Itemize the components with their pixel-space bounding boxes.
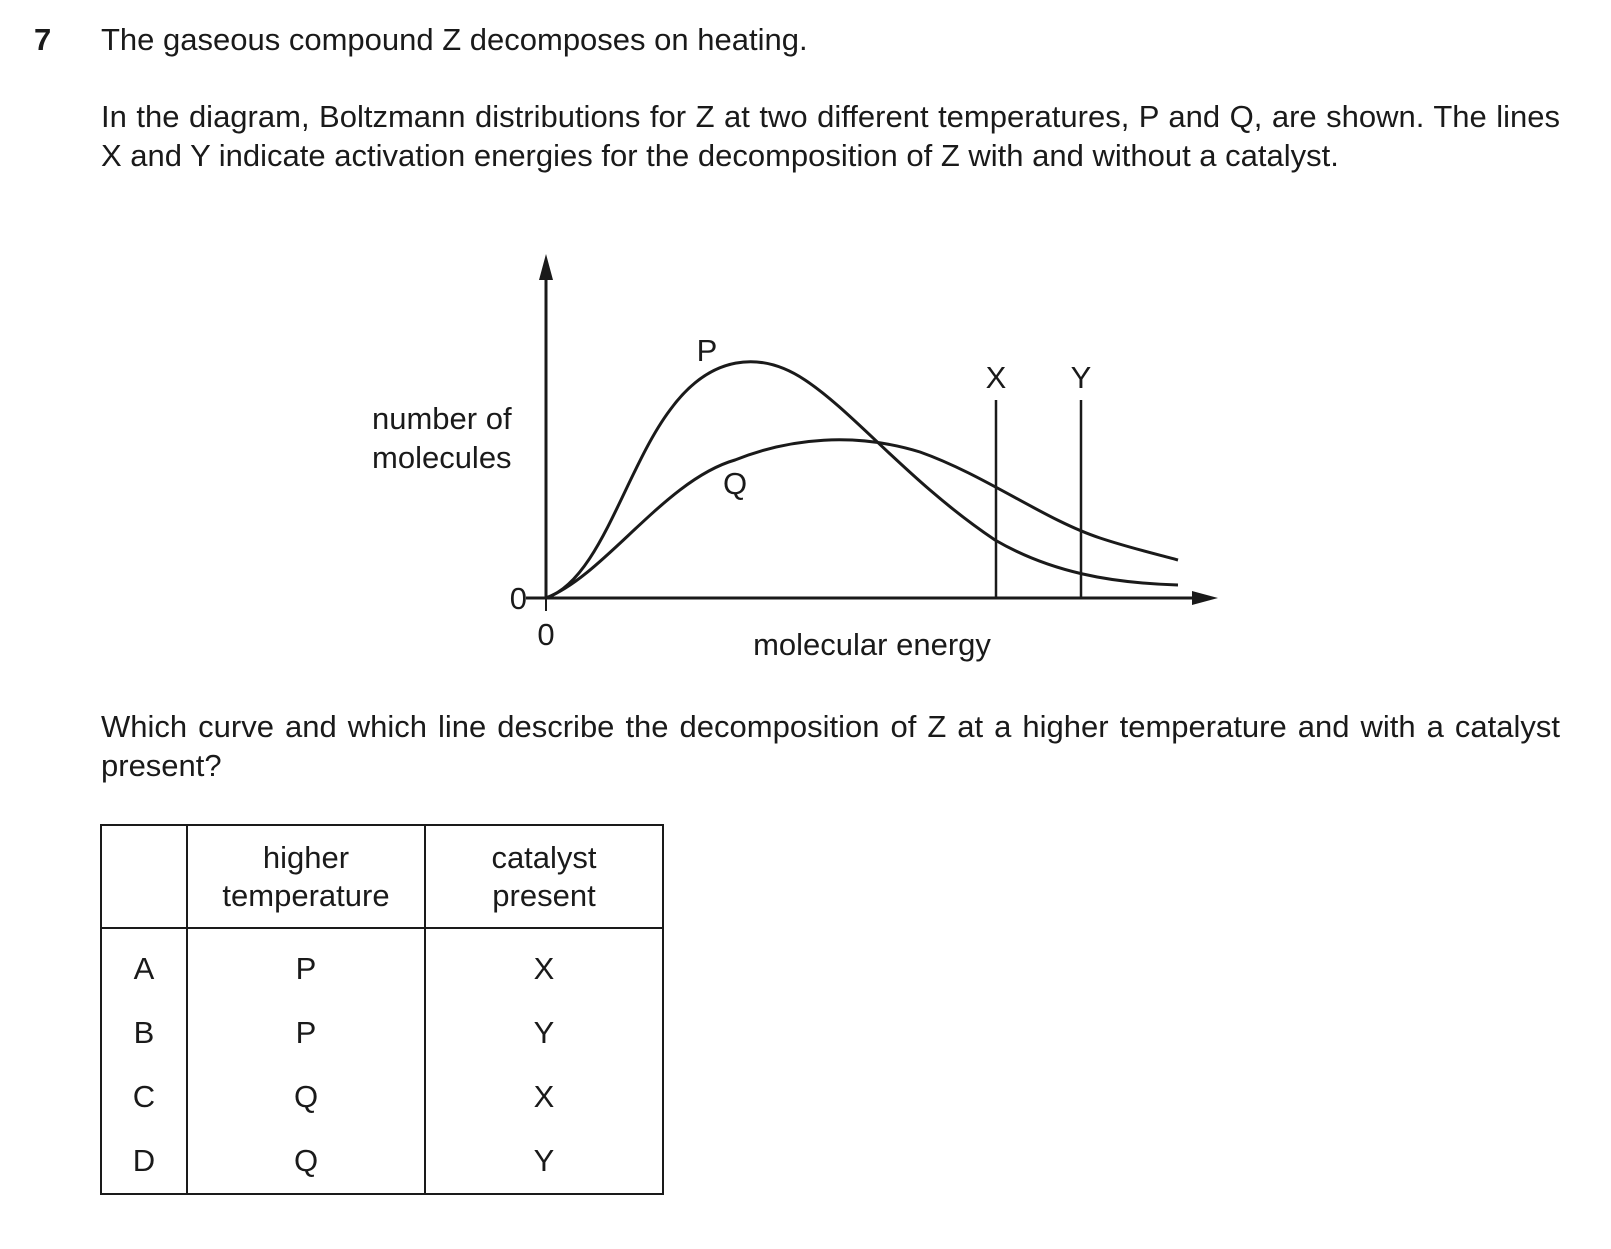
answer-table [100,824,664,1195]
header-temp-line1: higher [262,839,350,875]
x-origin-label: 0 [537,617,555,652]
y-axis-arrowhead [539,254,553,280]
option-row-d[interactable] [101,1129,663,1194]
curve-p-label: P [696,333,718,368]
option-catalyst-line: Y [425,1001,663,1065]
answer-table-header [101,825,663,928]
header-cat-line2: present [492,877,596,913]
option-catalyst-line: Y [425,1129,663,1194]
option-row-a[interactable] [101,928,663,1001]
line-x-label: X [985,360,1007,395]
question-prompt: Which curve and which line describe the decomposition of Z at a higher temperature and with a catalyst present? [101,709,1560,783]
header-catalyst-present [425,825,663,928]
question-number: 7 [34,22,52,57]
header-cat-line1: catalyst [491,839,597,875]
question-description: In the diagram, Boltzmann distributions for Z at two different temperatures, P and Q, are shown. The lines X and Y indicate activation energies for the decomposition of Z with and without a catalyst. [101,99,1560,173]
option-temperature-curve: Q [187,1129,425,1194]
option-temperature-curve: P [187,1001,425,1065]
option-catalyst-line: X [425,928,663,1001]
x-axis-label: molecular energy [753,627,991,662]
curve-q-label: Q [722,466,748,501]
header-temp-line2: temperature [222,877,390,913]
option-letter: C [101,1065,187,1129]
option-letter: B [101,1001,187,1065]
header-higher-temperature [187,825,425,928]
option-temperature-curve: P [187,928,425,1001]
option-row-b[interactable] [101,1001,663,1065]
line-y-label: Y [1070,360,1092,395]
option-letter: D [101,1129,187,1194]
y-axis-label-line2: molecules [372,440,512,475]
option-catalyst-line: X [425,1065,663,1129]
y-axis-label-line1: number of [372,401,512,436]
y-origin-label: 0 [509,581,527,616]
option-letter: A [101,928,187,1001]
curve-p [546,362,1178,598]
x-axis-arrowhead [1192,591,1218,605]
option-temperature-curve: Q [187,1065,425,1129]
option-row-c[interactable] [101,1065,663,1129]
header-empty-cell [101,825,187,928]
question-intro: The gaseous compound Z decomposes on heating. [101,22,808,57]
